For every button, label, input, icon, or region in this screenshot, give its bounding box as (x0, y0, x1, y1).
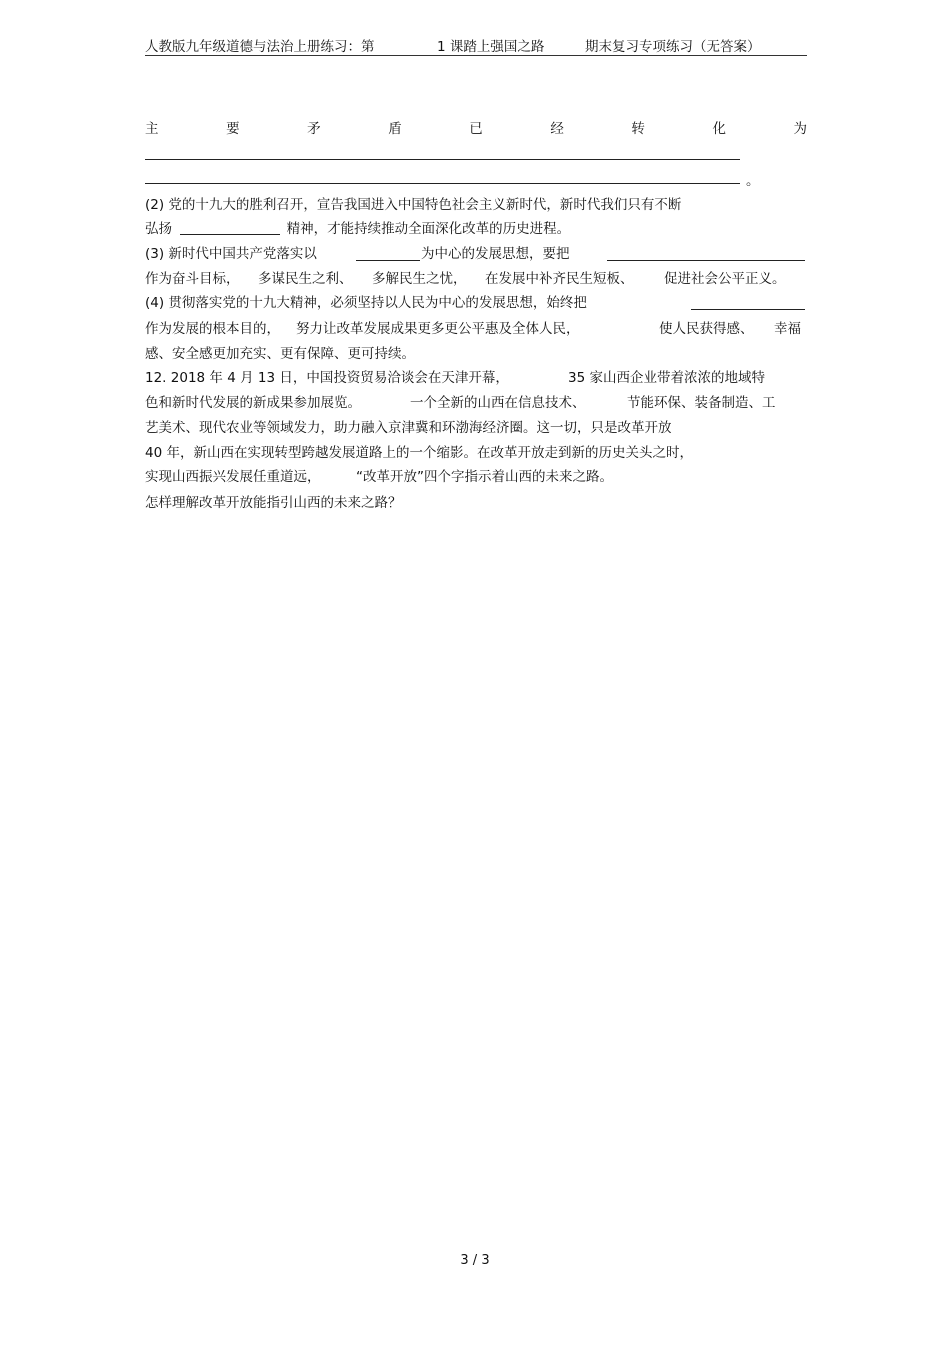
q3-line2-seg: 在发展中补齐民生短板、 (485, 271, 634, 287)
q2-line2-pre: 弘扬 (145, 221, 172, 237)
q12-line1-a: 12. 2018 年 4 月 13 日，中国投资贸易洽谈会在天津开幕， (145, 370, 509, 386)
q3-line2-seg: 促进社会公平正义。 (664, 271, 786, 287)
q1-char: 要 (226, 121, 240, 137)
q4-line2-seg: 使人民获得感、 (659, 321, 754, 337)
q12-line5-b: “改革开放”四个字指示着山西的未来之路。 (356, 469, 613, 485)
q3-line1-b: 为中心的发展思想，要把 (421, 246, 570, 262)
q12-line2-c: 节能环保、装备制造、工 (627, 395, 776, 411)
q12-line4: 40 年，新山西在实现转型跨越发展道路上的一个缩影。在改革开放走到新的历史关头之时， (145, 445, 693, 461)
q12-line5-a: 实现山西振兴发展任重道远， (145, 469, 321, 485)
q3-line1-a: (3) 新时代中国共产党落实以 (145, 246, 317, 262)
q1-char: 已 (469, 121, 483, 137)
q2-line1: (2) 党的十九大的胜利召开，宣告我国进入中国特色社会主义新时代，新时代我们只有不断 (145, 197, 682, 213)
q12-question: 怎样理解改革开放能指引山西的未来之路？ (145, 495, 402, 511)
answer-blank-line[interactable] (145, 159, 740, 160)
header-title-part3: 期末复习专项练习（无答案） (585, 39, 761, 55)
q1-period: 。 (746, 173, 760, 189)
q2-line2-post: 精神，才能持续推动全面深化改革的历史进程。 (286, 221, 571, 237)
answer-blank[interactable] (607, 246, 805, 261)
header-title-part1: 人教版九年级道德与法治上册练习：第 (145, 39, 375, 55)
q4-line2-seg: 努力让改革发展成果更多更公平惠及全体人民， (296, 321, 580, 337)
answer-blank-line[interactable] (145, 183, 740, 184)
q1-char: 经 (550, 121, 564, 137)
q4-line3: 感、安全感更加充实、更有保障、更可持续。 (145, 346, 415, 362)
page-number: 3 / 3 (460, 1253, 490, 1268)
q1-char: 主 (145, 121, 159, 137)
answer-blank[interactable] (691, 295, 805, 310)
q1-char: 化 (712, 121, 726, 137)
answer-blank[interactable] (180, 220, 280, 235)
q1-char: 为 (793, 121, 807, 137)
answer-blank[interactable] (356, 246, 420, 261)
q3-line2-seg: 作为奋斗目标， (145, 271, 240, 287)
q3-line2-seg: 多谋民生之利、 (258, 271, 353, 287)
q12-line1-b: 35 家山西企业带着浓浓的地域特 (568, 370, 765, 386)
q12-line2-a: 色和新时代发展的新成果参加展览。 (145, 395, 361, 411)
q1-char: 矛 (307, 121, 321, 137)
q12-line2-b: 一个全新的山西在信息技术、 (410, 395, 586, 411)
q1-spread-line (145, 120, 807, 138)
q4-line2-seg: 幸福 (774, 321, 801, 337)
page-header (145, 35, 807, 56)
q1-char: 盾 (388, 121, 402, 137)
q4-line2-seg: 作为发展的根本目的， (145, 321, 280, 337)
q3-line2-seg: 多解民生之忧， (372, 271, 467, 287)
q2-line2 (145, 220, 570, 238)
q1-char: 转 (631, 121, 645, 137)
q12-line3: 艺美术、现代农业等领域发力，助力融入京津冀和环渤海经济圈。这一切，只是改革开放 (145, 420, 672, 436)
header-title-part2: 1 课踏上强国之路 (437, 39, 545, 55)
q4-line1: (4) 贯彻落实党的十九大精神，必须坚持以人民为中心的发展思想，始终把 (145, 295, 587, 311)
